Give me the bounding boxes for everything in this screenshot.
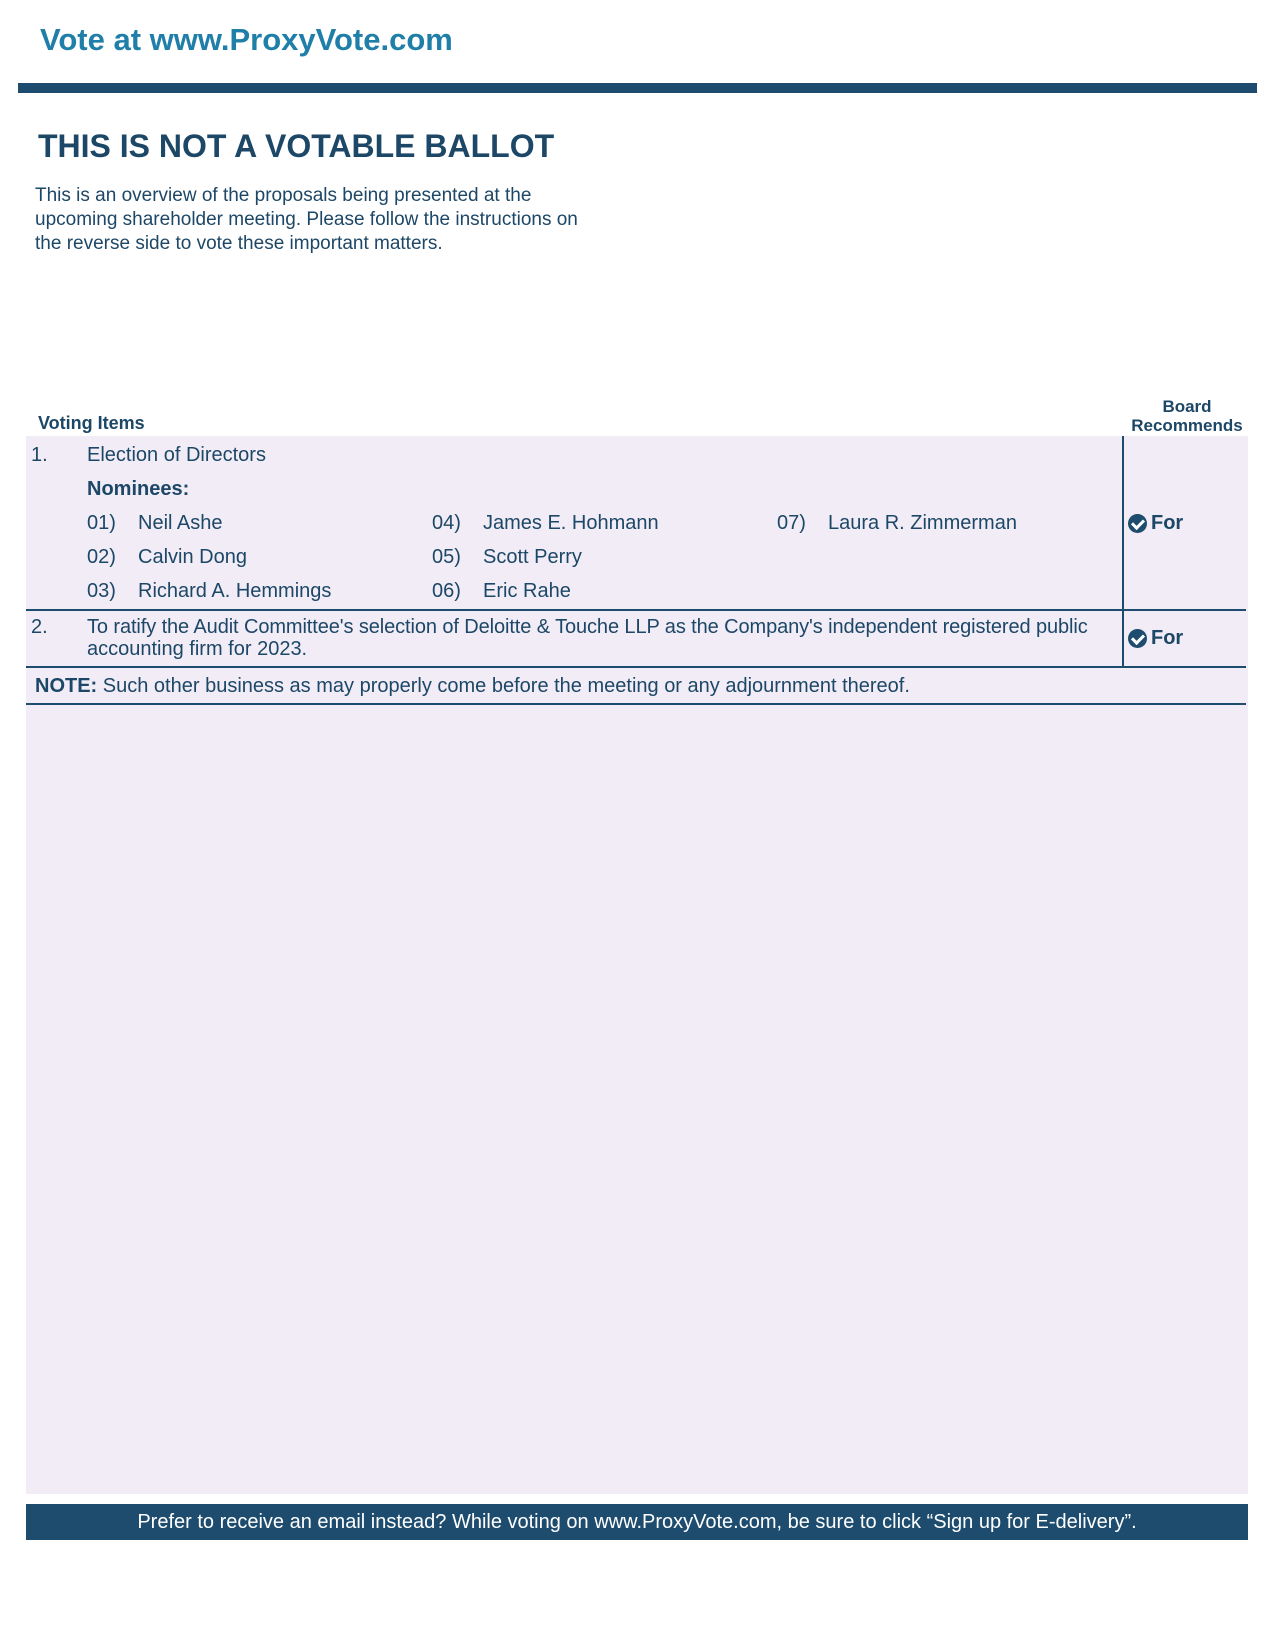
note bbox=[35, 675, 910, 698]
nominee-number: 05) bbox=[432, 546, 461, 568]
board-recommends-line: Recommends bbox=[1131, 416, 1243, 435]
nominees-label: Nominees: bbox=[87, 478, 190, 500]
header-title: Vote at www.ProxyVote.com bbox=[40, 22, 453, 57]
nominee-name: Eric Rahe bbox=[483, 580, 571, 602]
ballot-heading: THIS IS NOT A VOTABLE BALLOT bbox=[38, 128, 555, 164]
nominee-name: Scott Perry bbox=[483, 546, 582, 568]
nominee-name: Calvin Dong bbox=[138, 546, 247, 568]
item-text-line: accounting firm for 2023. bbox=[87, 638, 308, 660]
row-divider bbox=[26, 666, 1246, 668]
note-text: Such other business as may properly come before the meeting or any adjournment thereof. bbox=[102, 675, 910, 697]
item-title: Election of Directors bbox=[87, 444, 266, 466]
nominee-number: 01) bbox=[87, 512, 116, 534]
nominee-number: 06) bbox=[432, 580, 461, 602]
nominee-number: 03) bbox=[87, 580, 116, 602]
item-text-line: To ratify the Audit Committee's selection of Deloitte & Touche LLP as the Company's independent registered public bbox=[87, 616, 1088, 638]
column-divider bbox=[1122, 611, 1124, 668]
intro-line: This is an overview of the proposals being presented at the bbox=[35, 185, 532, 206]
intro-line: upcoming shareholder meeting. Please follow the instructions on bbox=[35, 209, 578, 230]
recommendation-label: For bbox=[1151, 512, 1184, 534]
board-recommends-header bbox=[1125, 397, 1249, 435]
note-label: NOTE: bbox=[35, 675, 98, 697]
intro-line: the reverse side to vote these important matters. bbox=[35, 233, 443, 254]
nominee-name: Richard A. Hemmings bbox=[138, 580, 332, 602]
recommendation-label: For bbox=[1151, 627, 1184, 649]
nominee-name: Laura R. Zimmerman bbox=[828, 512, 1017, 534]
intro-text bbox=[35, 184, 635, 256]
nominee-number: 04) bbox=[432, 512, 461, 534]
nominee-name: Neil Ashe bbox=[138, 512, 223, 534]
recommendation-for bbox=[1128, 512, 1183, 535]
nominee-name: James E. Hohmann bbox=[483, 512, 659, 534]
nominee-number: 02) bbox=[87, 546, 116, 568]
check-circle-icon bbox=[1128, 514, 1147, 533]
row-divider bbox=[26, 703, 1246, 705]
nominee-number: 07) bbox=[777, 512, 806, 534]
item-number: 1. bbox=[31, 444, 48, 466]
header-rule bbox=[18, 83, 1257, 93]
e-delivery-banner bbox=[26, 1504, 1248, 1540]
recommendation-for bbox=[1128, 627, 1183, 650]
column-divider bbox=[1122, 436, 1124, 611]
item-number: 2. bbox=[31, 616, 48, 638]
e-delivery-text: Prefer to receive an email instead? While voting on www.ProxyVote.com, be sure to click “Sign up for E-delivery”. bbox=[137, 1510, 1137, 1533]
board-recommends-line: Board bbox=[1162, 397, 1212, 416]
voting-items-header: Voting Items bbox=[38, 413, 145, 433]
check-circle-icon bbox=[1128, 629, 1147, 648]
row-divider bbox=[26, 609, 1246, 611]
